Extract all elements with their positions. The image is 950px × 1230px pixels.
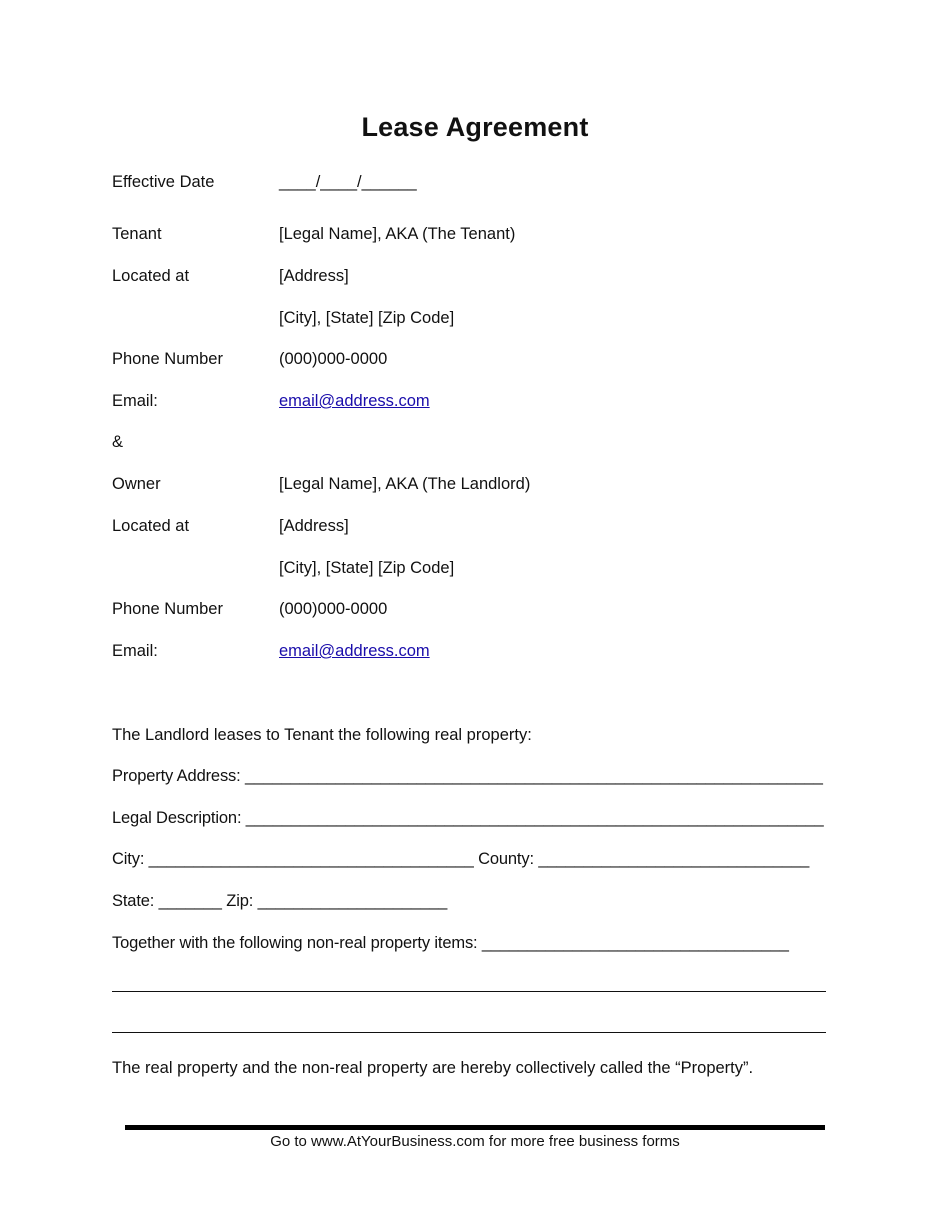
tenant-address-line2[interactable]: [City], [State] [Zip Code] bbox=[279, 309, 455, 327]
effective-date-label: Effective Date bbox=[112, 173, 215, 191]
tenant-phone-field[interactable]: (000)000-0000 bbox=[279, 350, 388, 368]
tenant-name-field[interactable]: [Legal Name], AKA (The Tenant) bbox=[279, 225, 516, 243]
party-separator: & bbox=[112, 433, 124, 451]
effective-date-field[interactable]: ____/____/______ bbox=[279, 173, 417, 191]
tenant-label: Tenant bbox=[112, 225, 162, 243]
state-zip-field[interactable]: State: _______ Zip: _____________________ bbox=[112, 892, 448, 910]
owner-phone-label: Phone Number bbox=[112, 600, 223, 618]
tenant-email-link[interactable]: email@address.com bbox=[279, 392, 430, 410]
owner-name-field[interactable]: [Legal Name], AKA (The Landlord) bbox=[279, 475, 531, 493]
tenant-email-label: Email: bbox=[112, 392, 158, 410]
property-address-field[interactable]: Property Address: ________________________________________________________________ bbox=[112, 767, 823, 785]
owner-email-label: Email: bbox=[112, 642, 158, 660]
tenant-located-label: Located at bbox=[112, 267, 190, 285]
non-real-items-blank-line-1[interactable] bbox=[112, 990, 826, 992]
owner-email-link[interactable]: email@address.com bbox=[279, 642, 430, 660]
owner-located-label: Located at bbox=[112, 517, 190, 535]
non-real-items-field[interactable]: Together with the following non-real property items: __________________________________ bbox=[112, 934, 789, 952]
owner-address-line2[interactable]: [City], [State] [Zip Code] bbox=[279, 559, 455, 577]
tenant-phone-label: Phone Number bbox=[112, 350, 223, 368]
owner-phone-field[interactable]: (000)000-0000 bbox=[279, 600, 388, 618]
property-closing-statement: The real property and the non-real property are hereby collectively called the “Property”. bbox=[112, 1059, 754, 1077]
owner-label: Owner bbox=[112, 475, 161, 493]
legal-description-field[interactable]: Legal Description: ________________________________________________________________ bbox=[112, 809, 824, 827]
city-county-field[interactable]: City: ____________________________________ County: ______________________________ bbox=[112, 850, 810, 868]
property-intro: The Landlord leases to Tenant the following real property: bbox=[112, 726, 532, 744]
non-real-items-blank-line-2[interactable] bbox=[112, 1031, 826, 1033]
document-title: Lease Agreement bbox=[361, 112, 589, 142]
owner-address-line1[interactable]: [Address] bbox=[279, 517, 349, 535]
tenant-address-line1[interactable]: [Address] bbox=[279, 267, 349, 285]
footer-divider bbox=[125, 1125, 825, 1130]
footer-text: Go to www.AtYourBusiness.com for more free business forms bbox=[270, 1133, 680, 1150]
